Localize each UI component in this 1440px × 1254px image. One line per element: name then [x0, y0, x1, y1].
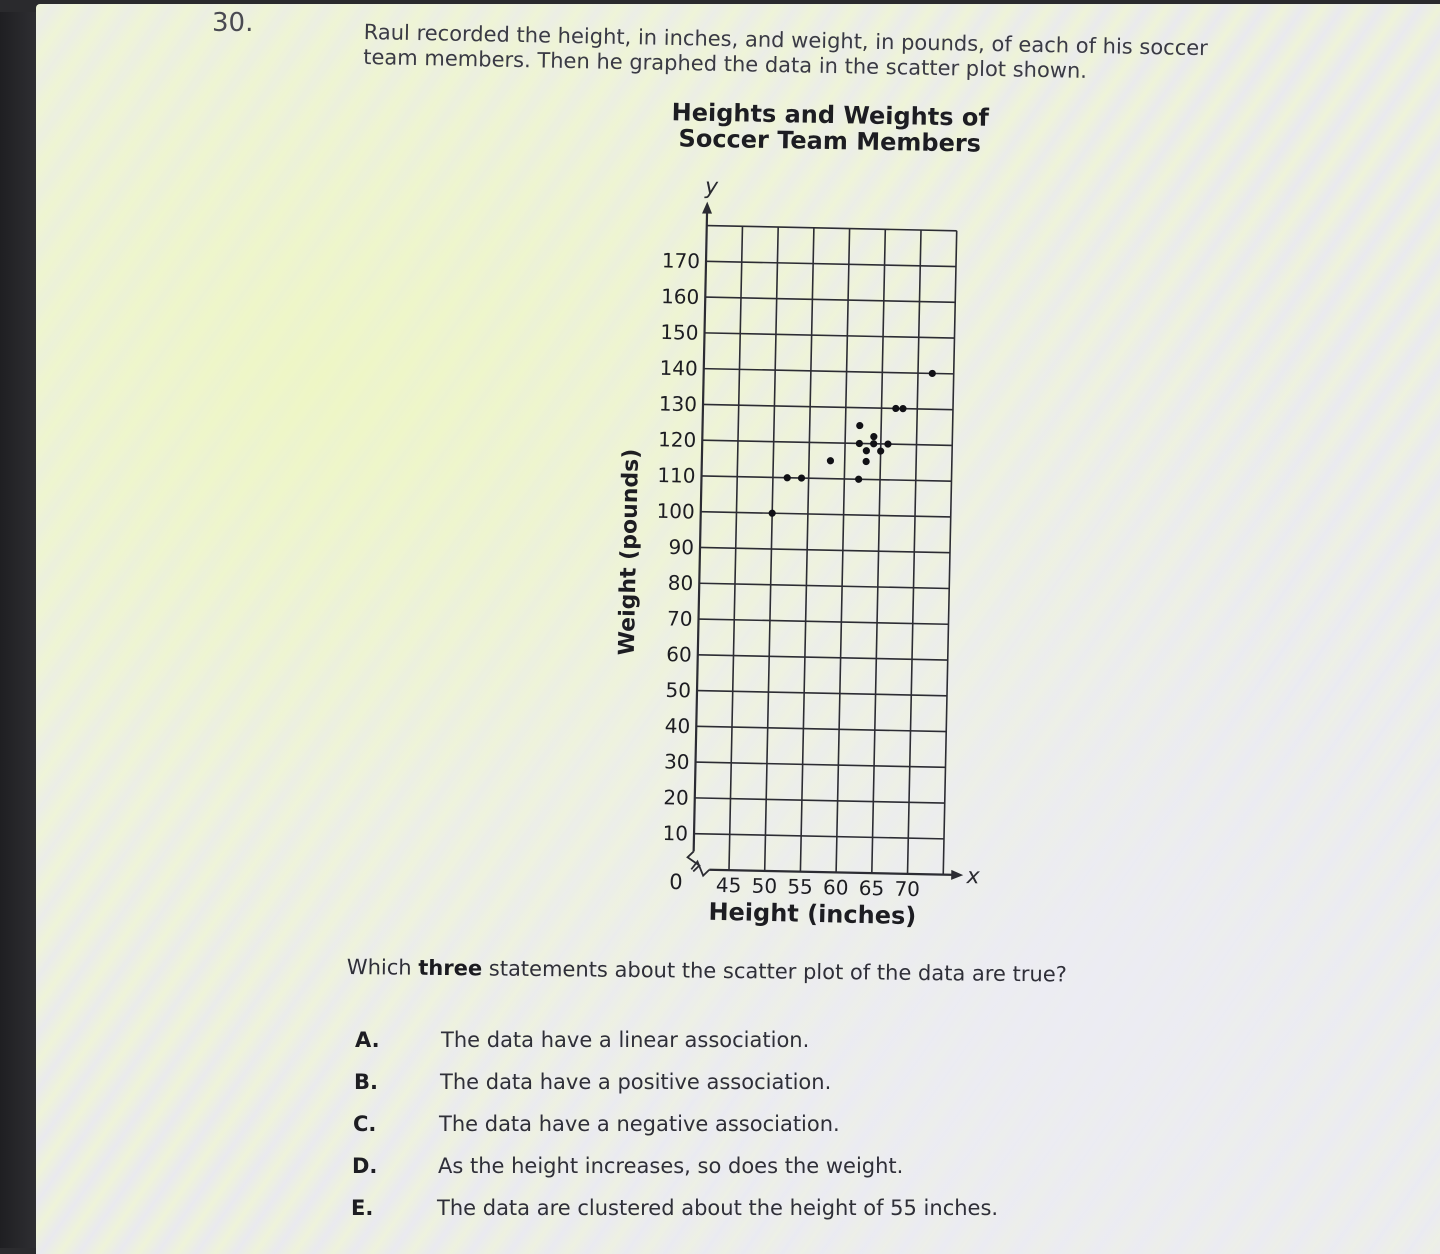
grid-line-horizontal	[699, 619, 949, 624]
y-axis-letter: y	[704, 174, 719, 200]
grid-line-horizontal	[694, 834, 944, 839]
grid-line-horizontal	[695, 798, 945, 803]
chart-title-line-2: Soccer Team Members	[678, 124, 982, 158]
x-tick-label: 60	[822, 875, 849, 900]
plot-grid	[693, 226, 956, 875]
question-prefix: Which	[346, 955, 419, 980]
data-point	[899, 405, 906, 412]
y-tick-label: 110	[657, 463, 696, 488]
choice-text: As the height increases, so does the weight.	[438, 1154, 904, 1178]
data-point	[862, 458, 869, 465]
y-tick-labels	[650, 248, 701, 845]
choice-text: The data have a negative association.	[439, 1112, 840, 1136]
choice-text: The data are clustered about the height of 55 inches.	[437, 1196, 999, 1220]
x-axis-line	[709, 870, 955, 875]
y-tick-label: 40	[664, 713, 691, 739]
grid-line-horizontal	[696, 762, 946, 767]
grid-line-horizontal	[707, 226, 957, 231]
origin-label: 0	[669, 869, 683, 895]
grid-line-horizontal	[705, 297, 955, 302]
y-tick-label: 150	[660, 319, 699, 345]
data-point	[863, 447, 870, 454]
choice-letter: C.	[353, 1112, 377, 1136]
question-suffix: statements about the scatter plot of the data are true?	[482, 956, 1067, 987]
question-number: 30.	[212, 8, 254, 38]
x-tick-label: 50	[751, 873, 778, 899]
data-point	[884, 440, 891, 447]
x-tick-label: 55	[787, 874, 814, 899]
grid-line-horizontal	[696, 726, 946, 731]
grid-line-horizontal	[702, 440, 952, 445]
y-tick-label: 50	[665, 677, 692, 703]
data-point	[769, 510, 776, 517]
y-tick-label: 120	[657, 427, 697, 453]
x-axis-letter: x	[966, 864, 980, 890]
y-tick-label: 10	[662, 820, 689, 846]
data-point	[856, 440, 863, 447]
x-tick-label: 70	[894, 876, 921, 902]
grid-line-horizontal	[697, 691, 947, 696]
y-tick-label: 160	[660, 284, 700, 309]
y-tick-label: 170	[661, 248, 701, 274]
y-tick-label: 90	[668, 534, 695, 560]
y-tick-label: 80	[667, 570, 694, 596]
y-tick-label: 100	[656, 498, 696, 524]
data-point	[892, 405, 899, 412]
question-emphasis: three	[418, 955, 483, 981]
y-axis-arrow	[702, 201, 712, 213]
grid-line-horizontal	[704, 369, 954, 374]
data-point	[877, 447, 884, 454]
choice-letter: B.	[354, 1070, 378, 1094]
data-point	[870, 440, 877, 447]
data-point	[929, 370, 936, 377]
grid-line-horizontal	[701, 512, 951, 517]
grid-line-horizontal	[702, 476, 952, 481]
choice-text: The data have a positive association.	[440, 1070, 832, 1094]
chart-title-line-1: Heights and Weights of	[671, 98, 990, 132]
x-axis-arrow	[951, 870, 963, 880]
x-tick-labels	[716, 873, 920, 901]
y-tick-label: 140	[659, 355, 699, 381]
x-tick-label: 65	[858, 875, 885, 901]
y-tick-label: 60	[666, 642, 693, 667]
x-tick-label: 45	[715, 872, 742, 898]
x-axis-label: Height (inches)	[708, 897, 917, 931]
question-prompt: Raul recorded the height, in inches, and weight, in pounds, of each of his soccer team members. Then he graphed the data in the scatter plot shown.	[363, 20, 1209, 83]
choice-text: The data have a linear association.	[441, 1028, 810, 1052]
data-point	[870, 433, 877, 440]
data-point	[827, 457, 834, 464]
choice-letter: E.	[351, 1196, 374, 1220]
grid-line-horizontal	[703, 404, 953, 409]
grid-line-horizontal	[698, 655, 948, 660]
data-point	[784, 474, 791, 481]
choice-letter: A.	[355, 1028, 380, 1052]
grid-line-horizontal	[705, 333, 955, 338]
y-tick-label: 130	[658, 391, 698, 417]
choice-letter: D.	[352, 1154, 378, 1178]
x-axis-break	[691, 861, 709, 875]
data-point	[855, 476, 862, 483]
grid-line-horizontal	[700, 547, 950, 552]
data-point	[798, 474, 805, 481]
grid-line-horizontal	[699, 583, 949, 588]
grid-line-horizontal	[706, 261, 956, 266]
y-axis-label: Weight (pounds)	[614, 448, 645, 656]
y-tick-label: 30	[663, 749, 690, 774]
y-tick-label: 20	[663, 785, 690, 810]
data-point	[856, 422, 863, 429]
y-tick-label: 70	[666, 606, 693, 631]
